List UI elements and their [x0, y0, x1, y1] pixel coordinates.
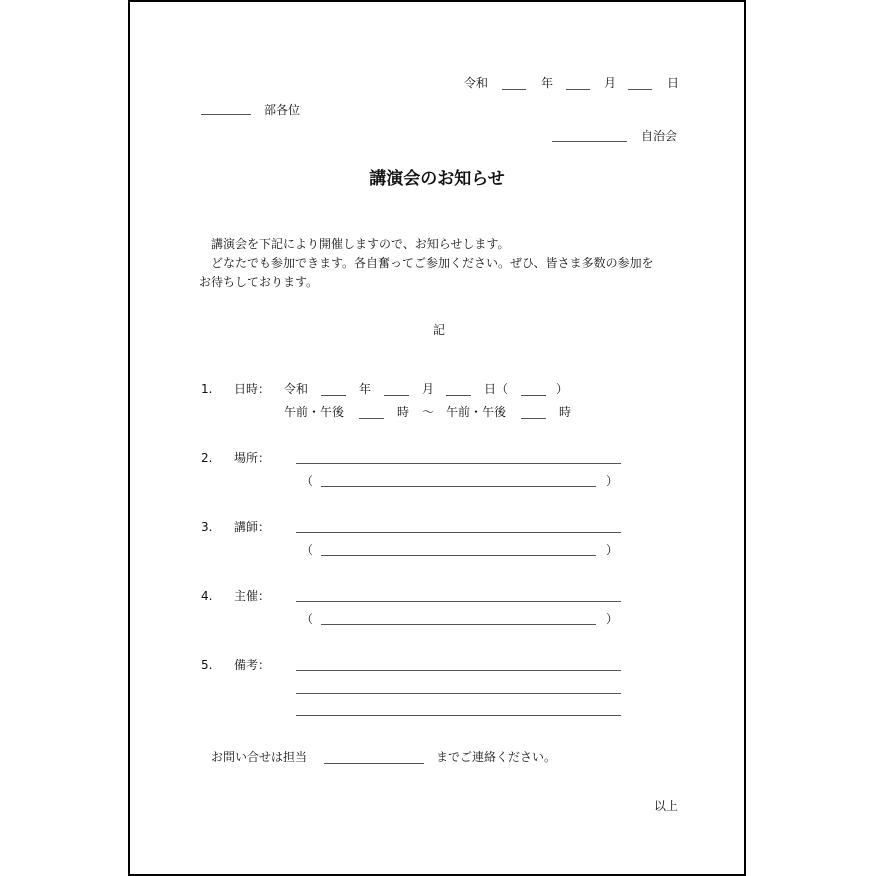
- item-1-label: 日時：: [234, 382, 271, 396]
- item-5-line-3[interactable]: [296, 715, 621, 716]
- contact-person-blank[interactable]: [324, 763, 424, 764]
- intro-line-3: お待ちしております。: [199, 275, 319, 289]
- item-4-number: 4.: [201, 589, 213, 603]
- item-1-weekday-blank[interactable]: [521, 395, 546, 396]
- sender-label: 自治会: [641, 129, 678, 143]
- header-month-label: 月: [604, 76, 617, 90]
- item-1-year-blank[interactable]: [321, 395, 346, 396]
- item-3-label: 講師：: [234, 520, 271, 534]
- item-1-ampm-start: 午前・午後: [284, 405, 345, 419]
- item-1-hour-start-label: 時: [397, 405, 410, 419]
- department-blank[interactable]: [201, 114, 251, 115]
- item-1-day-label: 日（: [484, 382, 509, 396]
- item-4-sub-blank[interactable]: [321, 624, 596, 625]
- item-1-month-blank[interactable]: [384, 395, 409, 396]
- item-4-main-blank[interactable]: [296, 601, 621, 602]
- item-2-main-blank[interactable]: [296, 463, 621, 464]
- document-page: [128, 0, 746, 876]
- header-year-blank[interactable]: [502, 89, 526, 90]
- intro-line-2: どなたでも参加できます。各自奮ってご参加ください。ぜひ、皆さま多数の参加を: [211, 256, 654, 270]
- document-title: 講演会のお知らせ: [369, 169, 505, 189]
- item-1-month-label: 月: [422, 382, 435, 396]
- item-4-label: 主催：: [234, 589, 271, 603]
- item-3-main-blank[interactable]: [296, 532, 621, 533]
- header-month-blank[interactable]: [566, 89, 590, 90]
- item-1-year-label: 年: [359, 382, 372, 396]
- item-2-close-paren: ）: [606, 474, 619, 488]
- item-3-open-paren: （: [301, 543, 314, 557]
- item-2-open-paren: （: [301, 474, 314, 488]
- intro-line-1: 講演会を下記により開催しますので、お知らせします。: [211, 237, 510, 251]
- item-5-label: 備考：: [234, 658, 271, 672]
- item-2-label: 場所：: [234, 451, 271, 465]
- header-day-label: 日: [667, 76, 680, 90]
- item-1-number: 1.: [201, 382, 213, 396]
- ki-heading: 記: [433, 323, 446, 337]
- item-1-hour-end-blank[interactable]: [521, 418, 546, 419]
- recipient-label: 部各位: [264, 103, 301, 117]
- item-1-era: 令和: [284, 382, 309, 396]
- closing-word: 以上: [654, 799, 679, 813]
- header-year-label: 年: [541, 76, 554, 90]
- item-3-number: 3.: [201, 520, 213, 534]
- item-1-day-blank[interactable]: [446, 395, 471, 396]
- item-3-sub-blank[interactable]: [321, 555, 596, 556]
- item-1-close-paren: ）: [556, 382, 569, 396]
- contact-suffix: までご連絡ください。: [436, 750, 557, 764]
- item-2-number: 2.: [201, 451, 213, 465]
- item-3-close-paren: ）: [606, 543, 619, 557]
- organization-blank[interactable]: [552, 141, 627, 142]
- header-era: 令和: [464, 76, 489, 90]
- item-5-number: 5.: [201, 658, 213, 672]
- item-2-sub-blank[interactable]: [321, 486, 596, 487]
- item-5-line-1[interactable]: [296, 670, 621, 671]
- header-day-blank[interactable]: [628, 89, 652, 90]
- item-4-close-paren: ）: [606, 612, 619, 626]
- item-1-ampm-end: 午前・午後: [446, 405, 507, 419]
- item-4-open-paren: （: [301, 612, 314, 626]
- item-5-line-2[interactable]: [296, 693, 621, 694]
- contact-prefix: お問い合せは担当: [211, 750, 308, 764]
- item-1-hour-start-blank[interactable]: [359, 418, 384, 419]
- item-1-tilde: ～: [422, 405, 435, 419]
- item-1-hour-end-label: 時: [559, 405, 572, 419]
